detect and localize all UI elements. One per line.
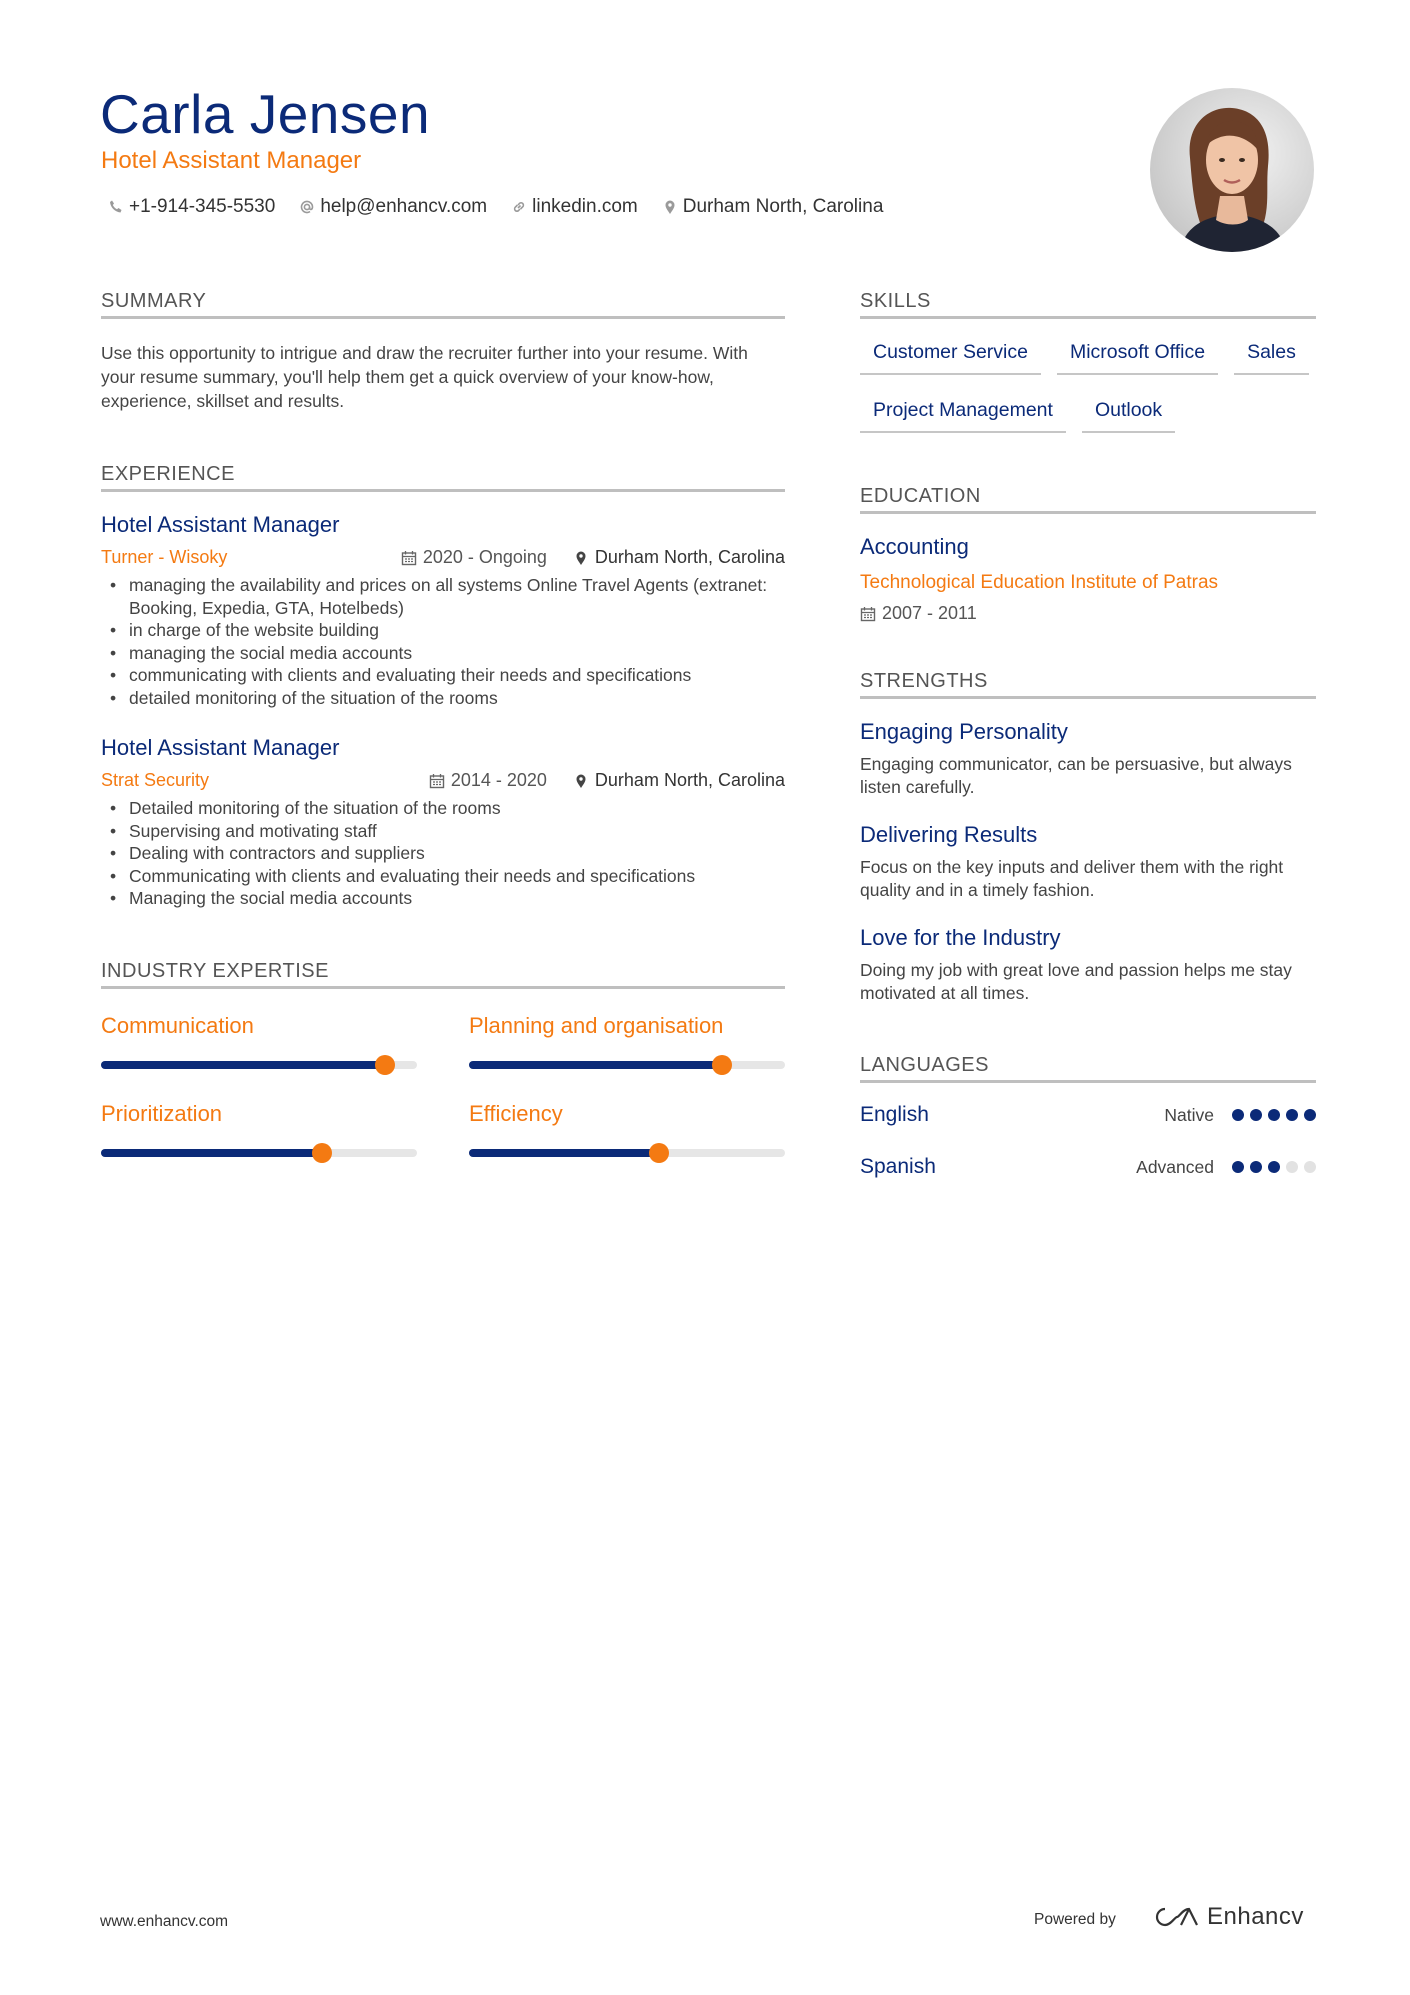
strength-item xyxy=(860,719,1316,798)
expertise-bar-fill xyxy=(469,1061,722,1069)
expertise-bar-fill xyxy=(101,1061,385,1069)
location-pin-icon xyxy=(662,199,678,215)
job-meta xyxy=(101,547,785,568)
contact-email[interactable] xyxy=(299,196,487,218)
expertise-name: Communication xyxy=(101,1012,254,1038)
education-dates xyxy=(860,603,1316,624)
job-location-text: Durham North, Carolina xyxy=(594,547,785,567)
expertise-bar xyxy=(469,1061,785,1069)
calendar-icon xyxy=(429,773,445,789)
profile-photo xyxy=(1150,88,1314,252)
contact-linkedin[interactable] xyxy=(511,196,638,218)
bullet-item: • Detailed monitoring of the situation of the rooms xyxy=(101,797,785,820)
expertise-item xyxy=(469,1013,785,1069)
language-dot-filled xyxy=(1250,1109,1262,1121)
languages-section xyxy=(860,1054,1316,1179)
phone-icon xyxy=(108,199,124,215)
bullet-item: • Supervising and motivating staff xyxy=(101,820,785,843)
expertise-bar-knob xyxy=(375,1055,395,1075)
language-dot-filled xyxy=(1268,1109,1280,1121)
skill-tags xyxy=(860,341,1316,433)
right-column xyxy=(860,290,1316,1179)
language-dot-filled xyxy=(1268,1161,1280,1173)
expertise-item xyxy=(101,1013,417,1069)
contact-bar xyxy=(108,196,883,218)
job-dates xyxy=(401,547,547,568)
expertise-bar xyxy=(101,1061,417,1069)
job-location xyxy=(573,770,785,791)
language-level: Advanced xyxy=(1136,1156,1214,1177)
bullet-item: • communicating with clients and evaluating their needs and specifications xyxy=(101,664,785,687)
industry-expertise-section xyxy=(101,960,785,1157)
location-pin-icon xyxy=(573,550,589,566)
skills-heading: SKILLS xyxy=(860,290,1316,319)
company-name: Turner - Wisoky xyxy=(101,547,228,567)
skill-tag: Outlook xyxy=(1082,399,1175,433)
link-icon xyxy=(511,199,527,215)
education-heading: EDUCATION xyxy=(860,485,1316,514)
summary-heading: SUMMARY xyxy=(101,290,785,319)
strength-item xyxy=(860,925,1316,1004)
language-dot-empty xyxy=(1304,1161,1316,1173)
strength-item xyxy=(860,822,1316,901)
strength-desc: Doing my job with great love and passion helps me stay motivated at all times. xyxy=(860,960,1292,1003)
language-dot-empty xyxy=(1286,1161,1298,1173)
bullet-item: • managing the social media accounts xyxy=(101,642,785,665)
enhancv-logo-icon xyxy=(1153,1905,1199,1929)
strength-desc: Engaging communicator, can be persuasive, but always listen carefully. xyxy=(860,754,1292,797)
portrait-illustration xyxy=(1150,88,1314,252)
footer-url[interactable]: www.enhancv.com xyxy=(100,1913,229,1930)
language-dot-filled xyxy=(1304,1109,1316,1121)
job-dates-text: 2020 - Ongoing xyxy=(422,547,547,567)
strengths-section xyxy=(860,670,1316,1004)
language-item xyxy=(860,1103,1316,1127)
bullet-item: • Communicating with clients and evaluating their needs and specifications xyxy=(101,865,785,888)
education-degree: Accounting xyxy=(860,534,969,559)
strengths-heading: STRENGTHS xyxy=(860,670,1316,699)
contact-location xyxy=(662,196,884,218)
bullet-item: • Managing the social media accounts xyxy=(101,887,785,910)
expertise-bar-fill xyxy=(101,1149,322,1157)
expertise-name: Planning and organisation xyxy=(469,1012,724,1038)
job-dates-text: 2014 - 2020 xyxy=(450,770,547,790)
experience-item xyxy=(101,512,785,709)
language-level: Native xyxy=(1164,1104,1214,1125)
expertise-name: Efficiency xyxy=(469,1100,563,1126)
footer-powered-by: Powered by xyxy=(1034,1911,1116,1928)
bullet-item: • managing the availability and prices on all systems Online Travel Agents (extranet: Booking, Expedia, GTA, Hotelbeds) xyxy=(101,574,785,619)
language-dot-filled xyxy=(1232,1161,1244,1173)
job-bullets xyxy=(101,797,785,910)
expertise-grid xyxy=(101,1013,785,1157)
industry-expertise-heading: INDUSTRY EXPERTISE xyxy=(101,960,785,989)
skill-tag: Customer Service xyxy=(860,341,1041,375)
education-school: Technological Education Institute of Patras xyxy=(860,572,1219,593)
expertise-name: Prioritization xyxy=(101,1100,223,1126)
language-dot-filled xyxy=(1286,1109,1298,1121)
expertise-item xyxy=(101,1101,417,1157)
left-column xyxy=(101,290,785,1157)
calendar-icon xyxy=(860,606,876,622)
language-name: English xyxy=(860,1103,929,1126)
strength-title: Engaging Personality xyxy=(860,719,1068,744)
linkedin-text: linkedin.com xyxy=(532,196,638,217)
skills-section xyxy=(860,290,1316,433)
strength-title: Delivering Results xyxy=(860,822,1038,847)
language-item xyxy=(860,1155,1316,1179)
bullet-item: • detailed monitoring of the situation of the rooms xyxy=(101,687,785,710)
expertise-bar-knob xyxy=(649,1143,669,1163)
language-dot-filled xyxy=(1250,1161,1262,1173)
job-location-text: Durham North, Carolina xyxy=(594,770,785,790)
job-dates xyxy=(429,770,547,791)
calendar-icon xyxy=(401,550,417,566)
skill-tag: Project Management xyxy=(860,399,1066,433)
job-meta xyxy=(101,770,785,791)
experience-section xyxy=(101,463,785,910)
expertise-bar-fill xyxy=(469,1149,659,1157)
summary-section xyxy=(101,290,785,413)
job-location xyxy=(573,547,785,568)
expertise-bar xyxy=(469,1149,785,1157)
bullet-item: • in charge of the website building xyxy=(101,619,785,642)
expertise-bar xyxy=(101,1149,417,1157)
footer-brand-logo[interactable] xyxy=(1153,1903,1304,1931)
skill-tag: Microsoft Office xyxy=(1057,341,1218,375)
language-dots xyxy=(1232,1109,1316,1121)
location-pin-icon xyxy=(573,773,589,789)
email-text: help@enhancv.com xyxy=(320,196,488,217)
candidate-name: Carla Jensen xyxy=(100,83,431,145)
expertise-bar-knob xyxy=(312,1143,332,1163)
at-icon xyxy=(299,199,315,215)
language-name: Spanish xyxy=(860,1155,936,1178)
contact-phone[interactable] xyxy=(108,196,275,218)
strength-desc: Focus on the key inputs and deliver them with the right quality and in a timely fashion. xyxy=(860,857,1284,900)
expertise-item xyxy=(469,1101,785,1157)
job-bullets xyxy=(101,574,785,709)
language-dots xyxy=(1232,1161,1316,1173)
experience-item xyxy=(101,735,785,910)
experience-heading: EXPERIENCE xyxy=(101,463,785,492)
language-dot-filled xyxy=(1232,1109,1244,1121)
footer-brand-name: Enhancv xyxy=(1207,1903,1304,1930)
education-section xyxy=(860,485,1316,624)
bullet-item: • Dealing with contractors and suppliers xyxy=(101,842,785,865)
languages-heading: LANGUAGES xyxy=(860,1054,1316,1083)
strength-title: Love for the Industry xyxy=(860,925,1061,950)
summary-text: Use this opportunity to intrigue and draw the recruiter further into your resume. With your resume summary, you'll help them get a quick overview of your know-how, experience, skillset and results. xyxy=(101,343,748,411)
job-title: Hotel Assistant Manager xyxy=(101,735,340,760)
education-dates-text: 2007 - 2011 xyxy=(882,603,977,623)
candidate-role: Hotel Assistant Manager xyxy=(101,147,362,174)
phone-text: +1-914-345-5530 xyxy=(129,196,276,217)
job-title: Hotel Assistant Manager xyxy=(101,512,340,537)
expertise-bar-knob xyxy=(712,1055,732,1075)
company-name: Strat Security xyxy=(101,770,210,790)
location-text: Durham North, Carolina xyxy=(682,196,884,217)
skill-tag: Sales xyxy=(1234,341,1309,375)
